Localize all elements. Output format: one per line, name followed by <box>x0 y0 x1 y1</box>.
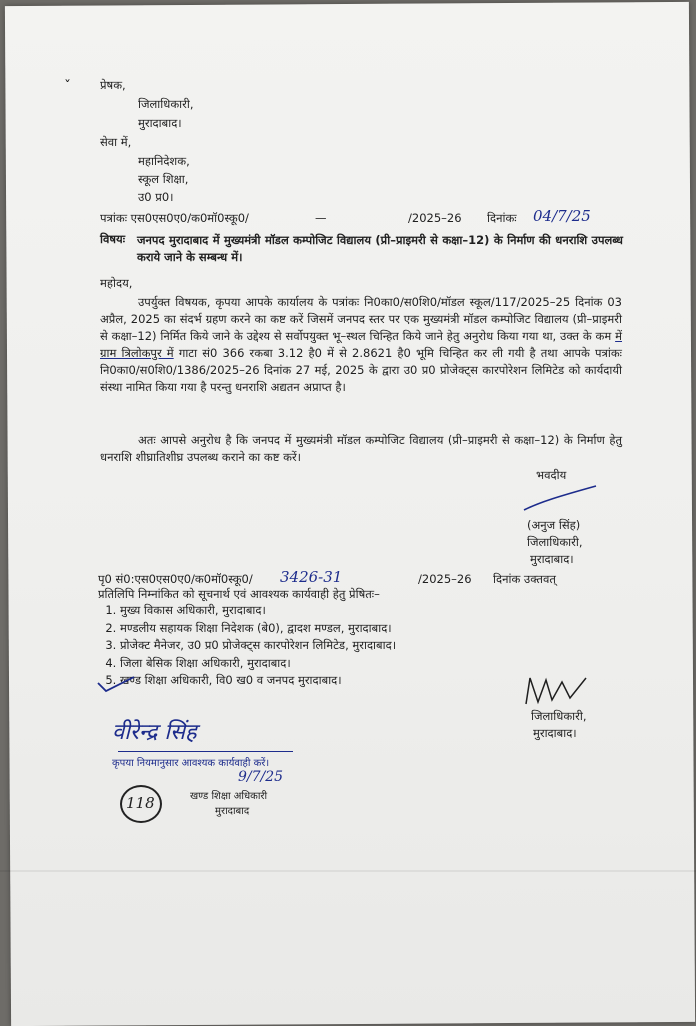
sender-designation: जिलाधिकारी, <box>138 97 194 111</box>
recipient-designation: महानिदेशक, <box>138 154 190 168</box>
sender-label: प्रेषक, <box>100 78 126 92</box>
copy-designation: जिलाधिकारी, <box>531 709 587 723</box>
sender-place: मुरादाबाद। <box>138 116 182 130</box>
body-p1-underlined: में ग्राम त्रिलोकपुर में <box>100 329 622 360</box>
reference-patrank: पत्रांकः एस0एस0ए0/क0मॉ0स्कू0/ <box>100 211 249 225</box>
copy-handwritten-number: 3426-31 <box>280 568 343 586</box>
salutation: महोदय, <box>100 276 133 290</box>
endorsement-underline <box>118 751 293 752</box>
copy-date: दिनांक उक्तवत् <box>493 572 556 586</box>
reference-year: /2025–26 <box>408 211 462 225</box>
recipient-state: उ0 प्र0। <box>138 190 174 204</box>
endorsement-handwritten-name: वीरेन्द्र सिंह <box>112 720 197 745</box>
subject-text: जनपद मुरादाबाद में मुख्यमंत्री मॉडल कम्पोजिट विद्यालय (प्री–प्राइमरी से कक्षा–12) के निर्माण की धनराशि उपलब्ध कराये जाने के सम्बन्ध में। <box>137 233 623 264</box>
list-item: 2. मण्डलीय सहायक शिक्षा निदेशक (बे0), द्वादश मण्डल, मुरादाबाद। <box>120 620 396 638</box>
recipient-label: सेवा में, <box>100 135 132 149</box>
closing-designation: जिलाधिकारी, <box>527 535 583 549</box>
stamp-officer: खण्ड शिक्षा अधिकारी <box>190 791 268 802</box>
list-item: 5. खण्ड शिक्षा अधिकारी, वि0 ख0 व जनपद मुरादाबाद। <box>120 672 396 690</box>
circled-number: 118 <box>126 794 155 812</box>
copy-intro: प्रतिलिपि निम्नांकित को सूचनार्थ एवं आवश्यक कार्यवाही हेतु प्रेषितः– <box>98 587 380 601</box>
subject-label: विषयः <box>100 232 126 246</box>
copy-year: /2025–26 <box>418 572 472 586</box>
body-p1-after: गाटा सं0 366 रकबा 3.12 है0 में से 2.8621 है0 भूमि चिन्हित कर ली गयी है तथा आपके पत्रांकः नि0का0/स0शि0/1386/2025–26 दिनांक 27 मई, 2025 के द्वारा उ0 प्र0 प्रोजेक्ट्स कारपोरेशन लिमिटेड को कार्यदायी संस्था नामित किया गया है परन्तु धनराशि अद्यतन अप्राप्त है। <box>100 346 623 394</box>
closing-bhavdiya: भवदीय <box>536 468 567 482</box>
tick-mark: ˇ <box>64 79 71 95</box>
list-item: 3. प्रोजेक्ट मैनेजर, उ0 प्र0 प्रोजेक्ट्स कारपोरेशन लिमिटेड, मुरादाबाद। <box>120 637 396 655</box>
check-mark-icon <box>96 674 136 694</box>
copy-ref-prefix: पृ0 सं0:एस0एस0ए0/क0मॉ0स्कू0/ <box>98 572 253 586</box>
copy-recipient-list <box>100 602 396 690</box>
copy-place: मुरादाबाद। <box>533 726 577 740</box>
signature-mark <box>520 484 600 514</box>
reference-date-label: दिनांकः <box>487 211 517 225</box>
closing-place: मुरादाबाद। <box>530 552 574 566</box>
stamp-place: मुरादाबाद <box>215 806 250 817</box>
list-item: 1. मुख्य विकास अधिकारी, मुरादाबाद। <box>120 602 396 620</box>
list-item: 4. जिला बेसिक शिक्षा अधिकारी, मुरादाबाद। <box>120 655 396 673</box>
stamp-instruction: कृपया नियमानुसार आवश्यक कार्यवाही करें। <box>112 758 270 769</box>
reference-blank: — <box>315 211 327 225</box>
body-p1-before: उपर्युक्त विषयक, कृपया आपके कार्यालय के पत्रांकः नि0का0/स0शि0/मॉडल स्कूल/117/2025–25 दिनांक 03 अप्रैल, 2025 का संदर्भ ग्रहण करने का कष्ट करें जिसमें जनपद स्तर पर एक मुख्यमंत्री मॉडल कम्पोजिट विद्यालय (प्री–प्राइमरी से कक्षा–12) निर्मित किये जाने के उद्देश्य से सर्वोपयुक्त भू–स्थल चिन्हित किये जाने हेतु अनुरोध किया गया था, उक्त के कम <box>100 295 622 343</box>
recipient-dept: स्कूल शिक्षा, <box>138 172 189 186</box>
body-paragraph-2: अतः आपसे अनुरोध है कि जनपद में मुख्यमंत्री मॉडल कम्पोजिट विद्यालय (प्री–प्राइमरी से कक्षा–12) के निर्माण हेतु धनराशि शीघ्रातिशीघ्र उपलब्ध कराने का कष्ट करें। <box>100 433 622 464</box>
reference-handwritten-date: 04/7/25 <box>533 207 591 225</box>
closing-name: (अनुज सिंह) <box>527 518 581 532</box>
stamp-handwritten-date: 9/7/25 <box>238 769 284 785</box>
body-paragraph-1 <box>100 294 622 396</box>
second-signature-mark <box>522 672 592 708</box>
